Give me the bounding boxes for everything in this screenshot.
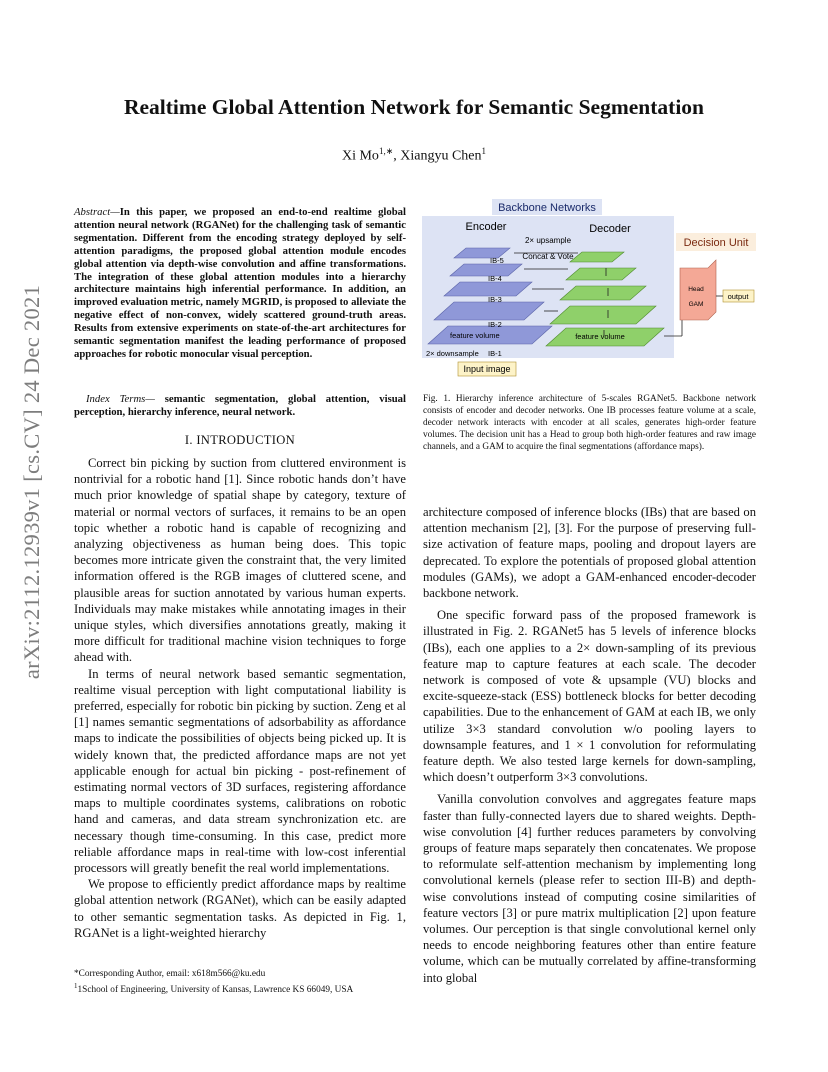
backbone-label: Backbone Networks: [498, 202, 596, 214]
footnote-affiliation: $^1$1School of Engineering, University of Kansas, Lawrence KS 66049, USA: [74, 982, 354, 996]
index-terms-label: Index Terms—: [86, 393, 155, 405]
ib-label: IB-1: [488, 349, 502, 358]
head-label: Head: [688, 286, 704, 293]
paper-authors: Xi $Mo^{1,∗}$, Xiangyu Chen$^1$: [341, 146, 486, 164]
ib-label: IB-3: [488, 295, 502, 304]
ib-label: IB-5: [490, 256, 504, 265]
gam-label: GAM: [688, 301, 704, 308]
index-terms: [74, 393, 406, 419]
paragraph: One specific forward pass of the proposed framework is illustrated in Fig. 2. RGANet5 has 5 levels of inference blocks (IBs), each one applies to a 2× down-sampling of its previous feature map to capture features at each scale. The decoder network is composed of vote & upsample (VU) blocks and excite-squeeze-stack (ESS) bottleneck blocks for better decoding capabilities. Due to the enhancement of GAM at each IB, we only utilize 3×3 standard convolution w/o pooling layers to downsample features, and 1 × 1 convolution for reformulating feature depth. We also tested large kernels for down-sampling, which doesn’t outperform 3×3 convolutions.: [423, 608, 756, 785]
paragraph: Correct bin picking by suction from cluttered environment is nontrivial for a robotic hand [1]. Since robotic hands don’t have much prior knowledge of spatial shape by category, texture of material or normal vectors of surfaces, it remains to be an open topic whether a robotic hand is capable of recognizing and analyzing objectiveness as human being does. This topic becomes more intricate given the constraint that, the very limited information offered is the RGB images of cluttered scene, and plausible areas for suction annotated by various human experts. Individuals may make mistakes while annotating images in their unique styles, which diversifies annotations greatly, making it more difficult for traditional machine vision techniques to forge ahead with.: [74, 456, 406, 665]
concat-label: Concat & Vote: [522, 252, 574, 261]
index-terms-text: semantic segmentation, global attention, visual perception, hierarchy inference, neural network.: [74, 393, 407, 418]
upsample-label: 2× upsample: [524, 236, 572, 245]
footnote-affiliation-text: 1School of Engineering, University of Kansas, Lawrence KS 66049, USA: [77, 985, 354, 996]
figure-architecture: [418, 196, 760, 382]
decoder-label: Decoder: [589, 223, 631, 235]
paragraph: In terms of neural network based semantic segmentation, realtime visual perception with light computational liability is preferred, especially for robotic bin picking by suction. Zeng et al [1] names semantic segmentations of adsorbability as affordance maps to indicate the possibilities of objects being picked up. It is widely known that, the predicted affordance maps are not yet applicable enough for actual bin picking - post-refinement of estimating normal vectors of 3D surfaces, registering affordance maps to multiple coordinates systems, calibrations on robotic hand and cameras, and data stream synchronization etc. are necessary though time-consuming. In this case, predict more reliable affordance maps in real-time with low-cost inferential processors will greatly benefit the real world implementations.: [74, 666, 406, 876]
right-column: [423, 504, 756, 992]
arxiv-id: arXiv:2112.12939v1 [cs.CV] 24 Dec 2021: [19, 284, 44, 680]
input-image-label: Input image: [463, 364, 511, 374]
ib-label: IB-2: [488, 320, 502, 329]
encoder-layer-3: [444, 282, 532, 296]
paragraph: architecture composed of inference blocks (IBs) that are based on attention mechanism [2], [3]. For the purpose of preserving full-size activation of feature maps, pooling and dropout layers are deprecated. To explore the potentials of proposed global attention modules (GAMs), we adopt a GAM-enhanced encoder-decoder backbone network.: [423, 505, 756, 601]
output-label: output: [727, 292, 749, 301]
downsample-label: 2× downsample: [426, 349, 479, 358]
abstract: [74, 206, 406, 361]
abstract-label: Abstract—: [74, 206, 120, 218]
paragraph: Vanilla convolution convolves and aggregates feature maps faster than fully-connected layers due to shared weights. Depth-wise convolution [4] further reduces parameters by convolving groups of feature maps separately then concatenates. We propose to reformulate self-attention mechanism by implementing long convolutional kernels (please refer to section III-B) and depth-wise convolutions instead of computing cosine similarities of feature vectors [3] or pure matrix multiplication [2] upon feature volumes. Our perception is that single convolutional kernel only needs to encode neighboring features other than entire feature volume, which can be mutually correlated by affine-transforming into global: [423, 792, 756, 985]
ib-label: IB-4: [488, 274, 502, 283]
encoder-label: Encoder: [465, 221, 507, 233]
decision-label: Decision Unit: [683, 237, 749, 249]
footnote-corresponding: *Corresponding Author, email: x618m566@ku.edu: [74, 969, 266, 979]
feature-volume-encoder: feature volume: [450, 331, 500, 340]
arxiv-sidebar: [12, 284, 52, 680]
paragraph: We propose to efficiently predict affordance maps by realtime global attention network (RGANet), which can be easily adapted to other semantic segmentation tasks. As depicted in Fig. 1, RGANet is a light-weighted hierarchy: [74, 877, 406, 940]
figure-caption: Fig. 1. Hierarchy inference architecture of 5-scales RGANet5. Backbone network consists of encoder and decoder networks. One IB processes feature volume at a scale, decoder network interacts with encoder at all scales, generates high-order feature volumes. The decision unit has a Head to group both high-order features and raw image channels, and a GAM to acquire the final segmentations (affordance maps).: [423, 394, 756, 452]
section-heading: I. INTRODUCTION: [184, 433, 296, 447]
paper-title: Realtime Global Attention Network for Semantic Segmentation: [123, 95, 705, 119]
left-column: [74, 455, 406, 941]
feature-volume-decoder: feature volume: [575, 332, 625, 341]
abstract-text: In this paper, we proposed an end-to-end realtime global attention neural network (RGANet) for the challenging task of semantic segmentation. Different from the encoding strategy deployed by self-attention paradigms, the proposed global attention module encodes global attention via depth-wise convolution and affine transformations. The integration of these global attention modules into a hierarchy architecture maintains high inferential performance. In addition, an improved evaluation metric, namely MGRID, is proposed to alleviate the negative effect of non-convex, widely scattered ground-truth areas. Results from extensive experiments on state-of-the-art architectures for semantic segmentation manifest the leading performance of proposed approaches for robotic monocular visual perception.: [74, 206, 406, 360]
